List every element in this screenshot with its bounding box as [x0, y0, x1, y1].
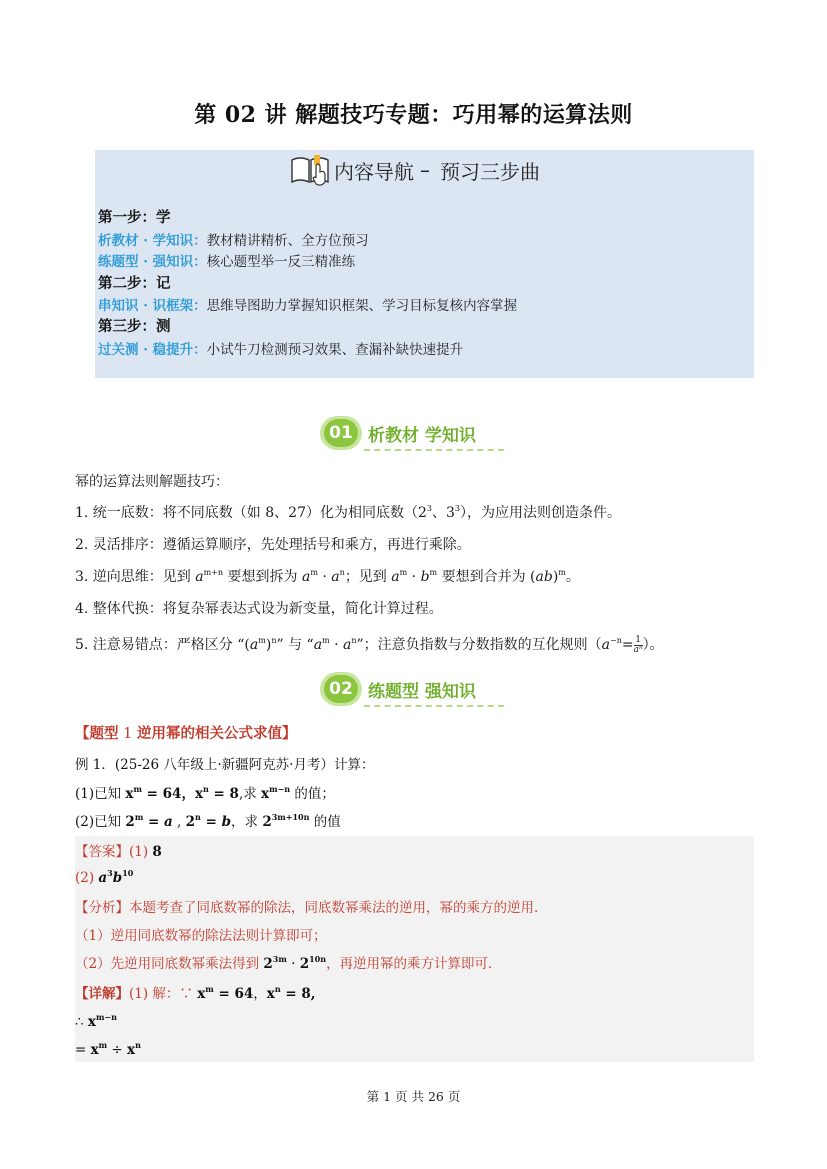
page-title: 第 02 讲 解题技巧专题：巧用幂的运算法则	[194, 102, 633, 128]
techniques-intro: 幂的运算法则解题技巧：	[75, 474, 229, 490]
t5-k: n	[351, 636, 357, 645]
page-footer: 第 1 页 共 26 页	[366, 1089, 461, 1104]
e1-j: m−n	[269, 784, 291, 794]
technique-5	[75, 634, 664, 655]
e2-f: 2	[185, 814, 196, 830]
analysis-line	[75, 896, 548, 916]
e2-d: = a	[143, 814, 173, 830]
d2-b: x	[87, 1014, 96, 1030]
t5-a: 5. 注意易错点：严格区分 “(	[75, 637, 250, 653]
type-prefix: 【题型	[75, 725, 119, 742]
e2-j: 2	[262, 814, 272, 830]
t3-q: ab	[535, 569, 553, 585]
step-line-2	[98, 250, 355, 270]
section-header-2	[318, 669, 508, 709]
step-line-3-key: 串知识 · 识框架：	[98, 298, 207, 314]
e1-d: = 64，	[141, 786, 195, 802]
d2-a: ∴	[75, 1014, 88, 1030]
a2-f: 10n	[309, 954, 327, 964]
e2-a: (2)已知	[75, 814, 126, 830]
example-part-1	[75, 782, 335, 802]
a2-d: ·	[286, 956, 300, 972]
t3-i: n	[339, 568, 345, 577]
t3-s: m	[558, 568, 566, 577]
e1-a: (1)已知	[75, 786, 126, 802]
technique-3	[75, 566, 580, 586]
t3-f: m	[310, 568, 318, 577]
t5-b: a	[249, 637, 259, 653]
e2-b: 2	[125, 814, 135, 830]
t3-j: ；见到	[344, 569, 392, 585]
analysis-label: 【分析】	[75, 900, 129, 916]
step-line-1	[98, 229, 369, 249]
section-badge-2: 02	[324, 675, 358, 703]
technique-1	[75, 502, 621, 522]
t5-g: a	[313, 637, 323, 653]
analysis-point-2	[75, 952, 502, 972]
step-line-4-value: 小试牛刀检测预习效果、查漏补缺快速提升	[206, 342, 464, 358]
step-line-4-key: 过关测 · 稳提升：	[98, 342, 207, 358]
t5-e: n	[271, 636, 277, 645]
t3-k: a	[391, 569, 400, 585]
e1-g: = 8	[208, 786, 239, 802]
section-label-1: 析教材 学知识	[368, 426, 476, 446]
t3-a: 3. 逆向思维：见到	[75, 569, 196, 585]
t3-p: 要想到合并为 (	[437, 569, 536, 585]
d3-d: ÷	[107, 1042, 128, 1058]
step-line-4	[98, 338, 463, 358]
t5-d: )	[265, 637, 272, 653]
technique-2: 2. 灵活排序：遵循运算顺序，先处理括号和乘方，再进行乘除。	[75, 537, 471, 553]
t3-e: a	[301, 569, 311, 585]
navigation-heading-dash: –	[420, 158, 430, 182]
a2-e: 2	[299, 956, 310, 972]
navigation-heading	[290, 150, 540, 190]
a2-b: 2	[263, 956, 273, 972]
answer-2-b: b	[112, 870, 123, 886]
t5-j: a	[343, 637, 352, 653]
step-line-3	[98, 294, 517, 314]
e2-c: m	[134, 812, 144, 822]
answer-1-value: 8	[152, 844, 162, 860]
step-line-1-key: 析教材 · 学知识：	[98, 233, 207, 249]
answer-label: 【答案】	[75, 844, 129, 860]
answer-box	[75, 836, 754, 1062]
e1-i: x	[261, 786, 270, 802]
t3-m: ·	[407, 569, 421, 585]
d3-c: m	[98, 1040, 108, 1050]
e2-h: = b	[200, 814, 232, 830]
e1-e: x	[194, 786, 204, 802]
t5-o: =	[621, 637, 634, 653]
step-one: 第一步：学	[98, 209, 171, 226]
d1-h: = 8	[280, 986, 311, 1002]
t5-l: ”；注意负指数与分数指数的互化规则（	[356, 637, 602, 653]
d3-e: x	[127, 1042, 136, 1058]
step-line-3-value: 思维导图助力掌握知识框架、学习目标复核内容掌握	[206, 298, 518, 314]
d3-b: x	[90, 1042, 99, 1058]
detail-line-3	[75, 1040, 141, 1058]
e1-b: x	[125, 786, 134, 802]
a2-c: 3m	[272, 954, 287, 964]
d3-a: =	[75, 1042, 91, 1058]
technique-4: 4. 整体代换：将复杂幂表达式设为新变量，简化计算过程。	[75, 601, 443, 617]
e2-e: ,	[172, 814, 186, 830]
answer-2-prefix: (2)	[75, 870, 99, 886]
e1-f: n	[203, 784, 209, 794]
t3-c: m+n	[203, 568, 224, 577]
d1-b: x	[197, 986, 206, 1002]
fraction-denominator: aⁿ	[633, 644, 643, 655]
t3-d: 要想到拆为	[223, 569, 302, 585]
t5-r: ）。	[642, 637, 664, 653]
technique-1-text-c: ），为应用法则创造条件。	[460, 505, 621, 521]
book-icon	[290, 152, 330, 188]
type-text: 逆用幂的相关公式求值】	[136, 725, 297, 742]
t3-h: a	[331, 569, 340, 585]
technique-1-text-b: 、3	[431, 505, 455, 521]
t3-r: )	[552, 569, 559, 585]
e2-g: n	[195, 812, 201, 822]
step-two: 第二步：记	[98, 275, 171, 292]
t5-c: m	[258, 636, 266, 645]
question-type-heading	[75, 722, 296, 743]
detail-line-2	[75, 1012, 117, 1030]
answer-1-prefix: (1)	[129, 844, 153, 860]
a2-a: （2）先逆用同底数幂乘法得到	[75, 956, 264, 972]
step-line-2-key: 练题型 · 强知识：	[98, 254, 207, 270]
t3-o: m	[429, 568, 438, 577]
e1-k: 的值；	[290, 786, 335, 802]
example-source: 例 1．(25-26 八年级上·新疆阿克苏·月考）计算：	[75, 757, 375, 773]
t5-f: ” 与 “	[276, 637, 314, 653]
answer-2-line	[75, 868, 133, 886]
d1-f: x	[266, 986, 275, 1002]
answer-2-a: a	[98, 870, 108, 886]
t3-g: ·	[317, 569, 332, 585]
section-header-1	[318, 413, 508, 453]
answer-line	[75, 840, 162, 860]
navigation-heading-text: 内容导航	[334, 159, 414, 184]
technique-1-exp-b: 3	[454, 504, 460, 513]
step-three: 第三步：测	[98, 318, 171, 335]
t5-i: ·	[329, 637, 343, 653]
d2-c: m−n	[95, 1012, 117, 1022]
step-line-2-value: 核心题型举一反三精准练	[206, 254, 356, 270]
detail-label: 【详解】	[75, 986, 129, 1002]
e2-l: 的值	[309, 814, 341, 830]
d1-e: ，	[253, 986, 267, 1002]
example-part-2	[75, 810, 341, 830]
section-underline-2	[364, 705, 504, 707]
fraction-numerator: 1	[635, 634, 641, 645]
t5-n: −n	[610, 636, 622, 645]
d1-c: m	[205, 984, 214, 994]
detail-line-1	[75, 982, 315, 1002]
section-badge-1: 01	[324, 419, 358, 447]
section-underline-1	[364, 449, 504, 451]
technique-1-exp-a: 3	[426, 504, 432, 513]
d3-f: n	[135, 1040, 141, 1050]
d1-g: n	[274, 984, 281, 994]
section-label-2: 练题型 强知识	[368, 682, 476, 702]
t3-t: 。	[565, 569, 580, 585]
technique-1-text-a: 1. 统一底数：将不同底数（如 8、27）化为相同底数（2	[75, 505, 427, 521]
t5-m: a	[601, 637, 611, 653]
t5-h: m	[322, 636, 330, 645]
e1-c: m	[133, 784, 142, 794]
navigation-subheading: 预习三步曲	[440, 159, 540, 184]
answer-2-b-exp: 10	[122, 868, 134, 878]
answer-2-a-exp: 3	[107, 868, 113, 878]
analysis-text: 本题考查了同底数幂的除法，同底数幂乘法的逆用，幂的乘方的逆用．	[129, 900, 548, 916]
t3-b: a	[195, 569, 204, 585]
analysis-point-1: （1）逆用同底数幂的除法法则计算即可；	[75, 928, 327, 944]
e2-i: ，求	[231, 814, 263, 830]
d1-a: (1) 解：∵	[129, 986, 198, 1002]
a2-g: ，再逆用幂的乘方计算即可．	[326, 956, 502, 972]
e1-h: ,求	[238, 786, 262, 802]
type-number: 1	[118, 726, 137, 742]
d1-d: = 64	[213, 986, 254, 1002]
t3-n: b	[420, 569, 430, 585]
fraction-one-over-a-n	[634, 636, 643, 655]
d1-i: ,	[310, 986, 316, 1002]
step-line-1-value: 教材精讲精析、全方位预习	[206, 233, 369, 249]
e2-k: 3m+10n	[271, 812, 310, 822]
t3-l: m	[399, 568, 408, 577]
